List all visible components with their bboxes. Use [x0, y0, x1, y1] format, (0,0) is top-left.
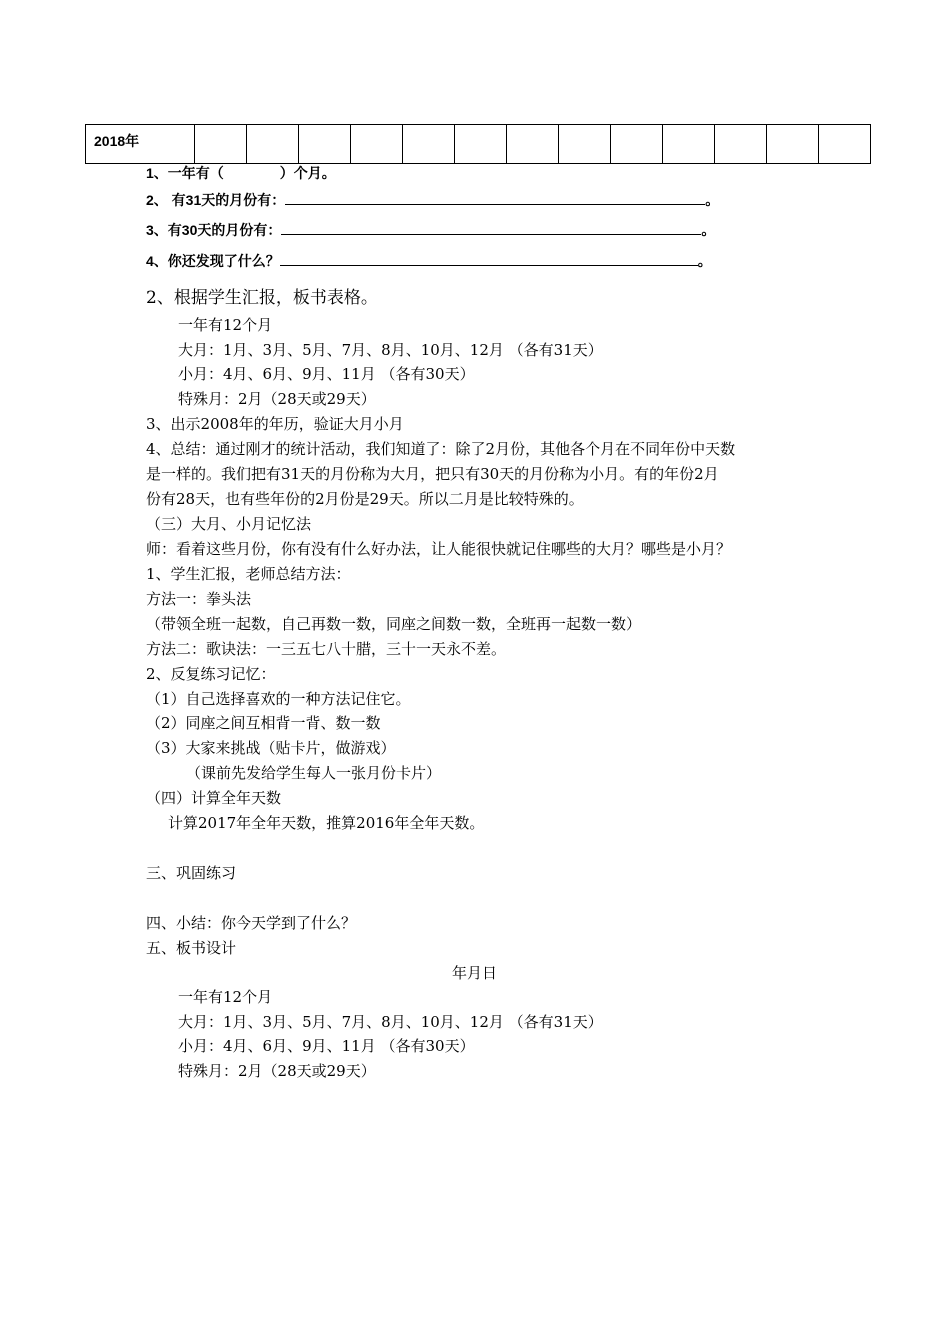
subsection-heading: （三）大月、小月记忆法 — [146, 515, 312, 533]
month-cell — [299, 125, 351, 164]
text-line: 2、反复练习记忆： — [146, 665, 276, 683]
board-line: 特殊月：2月（28天或29天） — [178, 1062, 376, 1080]
month-cell — [767, 125, 819, 164]
text-line: （课前先发给学生每人一张月份卡片） — [186, 764, 442, 782]
table-row — [86, 125, 871, 164]
question-3-prefix: 3、有30天的月份有： — [146, 222, 282, 238]
month-cell — [507, 125, 559, 164]
month-cell — [559, 125, 611, 164]
answer-blank — [285, 190, 705, 205]
month-cell — [351, 125, 403, 164]
question-3-suffix: 。 — [701, 222, 716, 238]
text-line: （1）自己选择喜欢的一种方法记住它。 — [146, 690, 411, 708]
text-line: （2）同座之间互相背一背、数一数 — [146, 714, 381, 732]
text-line: 是一样的。我们把有31天的月份称为大月，把只有30天的月份称为小月。有的年份2月 — [146, 465, 719, 483]
text-line: 份有28天，也有些年份的2月份是29天。所以二月是比较特殊的。 — [146, 490, 584, 508]
text-line: 特殊月：2月（28天或29天） — [178, 390, 376, 408]
text-line: 3、出示2008年的年历，验证大月小月 — [146, 415, 404, 433]
question-1 — [146, 163, 336, 183]
answer-blank — [281, 220, 701, 235]
section-heading: 2、根据学生汇报，板书表格。 — [146, 288, 378, 308]
section-heading: 四、小结：你今天学到了什么？ — [146, 914, 357, 932]
month-cell — [611, 125, 663, 164]
question-2-prefix: 2、 有31天的月份有： — [146, 192, 286, 208]
text-line: 4、总结：通过刚才的统计活动，我们知道了：除了2月份，其他各个月在不同年份中天数 — [146, 440, 736, 458]
month-cell — [455, 125, 507, 164]
question-3 — [146, 220, 715, 240]
text-line: 计算2017年全年天数，推算2016年全年天数。 — [168, 814, 485, 832]
text-line: 方法二：歌诀法：一三五七八十腊，三十一天永不差。 — [146, 640, 507, 658]
text-line: 一年有12个月 — [178, 316, 273, 334]
month-cell — [195, 125, 247, 164]
question-1-prefix: 1、一年有（ — [146, 165, 224, 181]
month-cell — [819, 125, 871, 164]
question-4-suffix: 。 — [697, 253, 712, 269]
question-4 — [146, 251, 712, 271]
month-cell — [663, 125, 715, 164]
text-line: 师：看着这些月份，你有没有什么好办法，让人能很快就记住哪些的大月？哪些是小月？ — [146, 540, 732, 558]
question-4-prefix: 4、你还发现了什么？ — [146, 253, 280, 269]
text-line: 方法一：拳头法 — [146, 590, 252, 608]
month-cell — [715, 125, 767, 164]
section-heading: 三、巩固练习 — [146, 864, 237, 882]
board-line: 大月：1月、3月、5月、7月、8月、10月、12月 （各有31天） — [178, 1013, 603, 1031]
answer-blank — [280, 251, 698, 266]
board-line: 一年有12个月 — [178, 988, 273, 1006]
text-line: 小月：4月、6月、9月、11月 （各有30天） — [178, 365, 475, 383]
month-cell — [403, 125, 455, 164]
text-line: （带领全班一起数，自己再数一数，同座之间数一数，全班再一起数一数） — [146, 615, 642, 633]
month-cell — [247, 125, 299, 164]
text-line: （3）大家来挑战（贴卡片，做游戏） — [146, 739, 396, 757]
calendar-table — [85, 124, 871, 164]
subsection-heading: （四）计算全年天数 — [146, 789, 282, 807]
question-1-suffix: ）个月。 — [279, 165, 336, 181]
year-label-cell: 2018年 — [86, 125, 195, 164]
text-line: 1、学生汇报，老师总结方法： — [146, 565, 351, 583]
question-2-suffix: 。 — [705, 192, 720, 208]
board-line: 小月：4月、6月、9月、11月 （各有30天） — [178, 1037, 475, 1055]
section-heading: 五、板书设计 — [146, 939, 237, 957]
question-2 — [146, 190, 719, 210]
board-title: 年月日 — [452, 964, 498, 982]
text-line: 大月：1月、3月、5月、7月、8月、10月、12月 （各有31天） — [178, 341, 603, 359]
